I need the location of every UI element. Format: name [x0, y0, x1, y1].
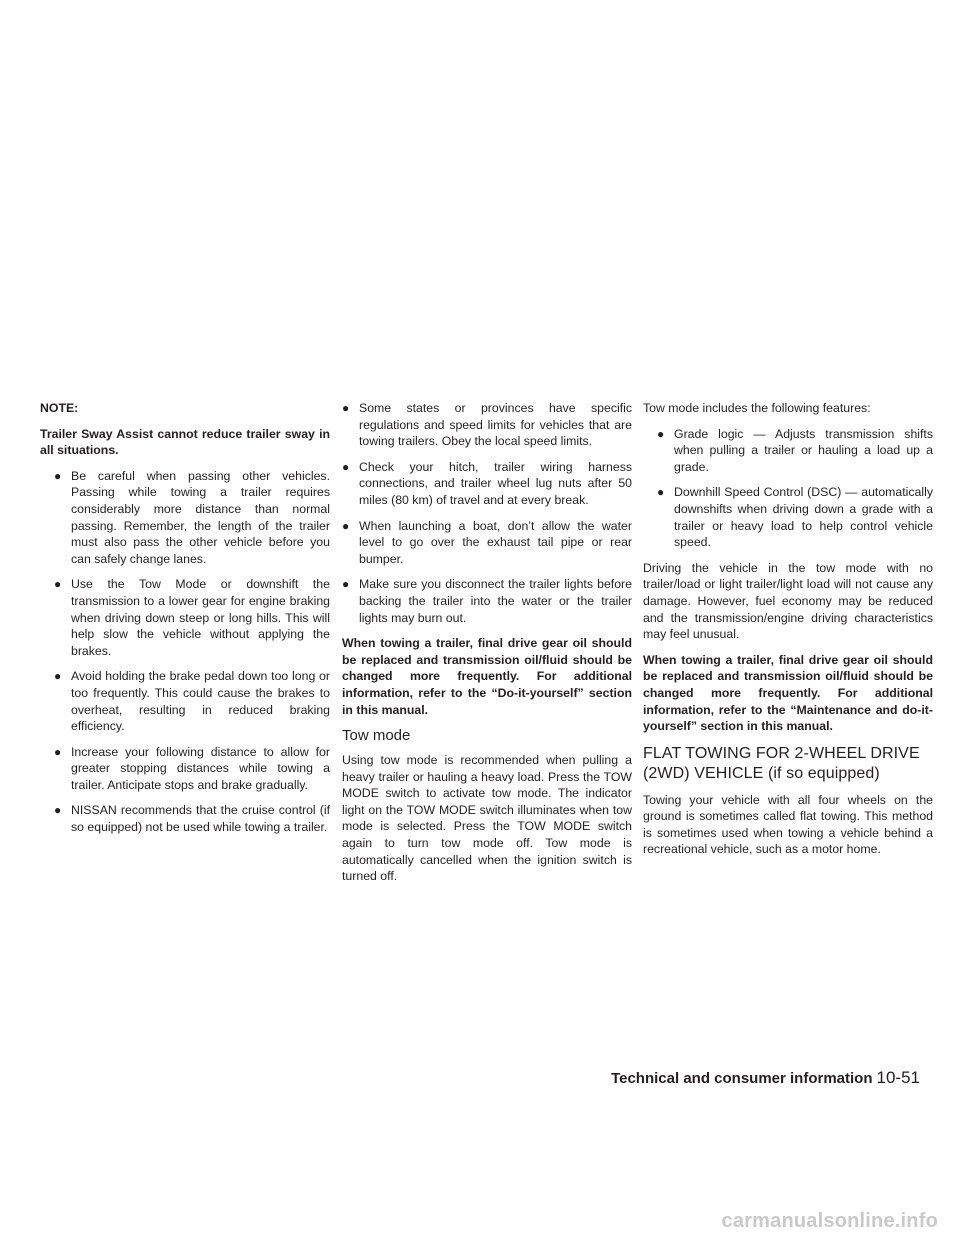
watermark: carmanualsonline.info — [721, 1210, 938, 1232]
maintenance-warning: When towing a trailer, final drive gear oil should be replaced and transmission oil/fluid should be changed more frequently. For additional information, refer to the “Maintenance and do-it-yourself” section in this manual. — [643, 652, 933, 734]
tow-mode-text: Using tow mode is recommended when pulling a heavy trailer or hauling a heavy load. Press the TOW MODE switch to activate tow mode. The indicator light on the TOW MODE switch illuminates when tow mode is selected. Press the TOW MODE switch again to turn tow mode off. Tow mode is automatically cancelled when the ignition switch is turned off. — [342, 753, 632, 884]
column-left — [40, 400, 330, 845]
features-list — [643, 426, 933, 551]
list-item: ● Be careful when passing other vehicles. Passing while towing a trailer requires considerably more distance than normal passing. Remember, the length of the trailer must also pass the other vehicle before you can safely change lanes. — [40, 468, 330, 568]
column-right — [643, 400, 933, 867]
section-title: Technical and consumer information — [611, 1070, 873, 1087]
list-item: ● Increase your following distance to allow for greater stopping distances while towing a trailer. Anticipate stops and brake gradually. — [40, 744, 330, 794]
list-item: ● Check your hitch, trailer wiring harness connections, and trailer wheel lug nuts after 50 miles (80 km) of travel and at every break. — [342, 459, 632, 509]
flat-towing-heading: FLAT TOWING FOR 2-WHEEL DRIVE (2WD) VEHICLE (if so equipped) — [643, 744, 920, 782]
list-item: ● Use the Tow Mode or downshift the transmission to a lower gear for engine braking when driving down steep or long hills. This will help slow the vehicle without applying the brakes. — [40, 576, 330, 659]
note-label: NOTE: — [40, 401, 79, 415]
list-item: ● Avoid holding the brake pedal down too long or too frequently. This could cause the brakes to overheat, resulting in reduced braking efficiency. — [40, 668, 330, 734]
list-item: ● When launching a boat, don’t allow the water level to go over the exhaust tail pipe or rear bumper. — [342, 518, 632, 568]
features-intro: Tow mode includes the following features: — [643, 401, 871, 415]
tips-list — [40, 468, 330, 836]
tow-mode-heading: Tow mode — [342, 727, 411, 745]
page-number: 10-51 — [876, 1068, 920, 1087]
list-item: ● Make sure you disconnect the trailer lights before backing the trailer into the water or the trailer lights may burn out. — [342, 576, 632, 626]
page-footer — [611, 1068, 920, 1088]
list-item: ● Some states or provinces have specific regulations and speed limits for vehicles that are towing trailers. Obey the local speed limits. — [342, 400, 632, 450]
driving-text: Driving the vehicle in the tow mode with no trailer/load or light trailer/light load will not cause any damage. However, fuel economy may be reduced and the transmission/engine driving characteristics may feel unusual. — [643, 560, 933, 642]
column-middle — [342, 400, 632, 894]
flat-towing-text: Towing your vehicle with all four wheels on the ground is sometimes called flat towing. This method is sometimes used when towing a vehicle behind a recreational vehicle, such as a motor home. — [643, 792, 933, 857]
list-item: ● Grade logic — Adjusts transmission shifts when pulling a trailer or hauling a load up a grade. — [643, 426, 933, 476]
maintenance-warning: When towing a trailer, final drive gear oil should be replaced and transmission oil/fluid should be changed more frequently. For additional information, refer to the “Do-it-yourself” section in this manual. — [342, 636, 632, 717]
list-item: ● Downhill Speed Control (DSC) — automatically downshifts when driving down a grade with a trailer or heavy load to help control vehicle speed. — [643, 484, 933, 550]
list-item: ● NISSAN recommends that the cruise control (if so equipped) not be used while towing a trailer. — [40, 802, 330, 835]
tips-list — [342, 400, 632, 626]
note-text: Trailer Sway Assist cannot reduce trailer sway in all situations. — [40, 426, 330, 458]
